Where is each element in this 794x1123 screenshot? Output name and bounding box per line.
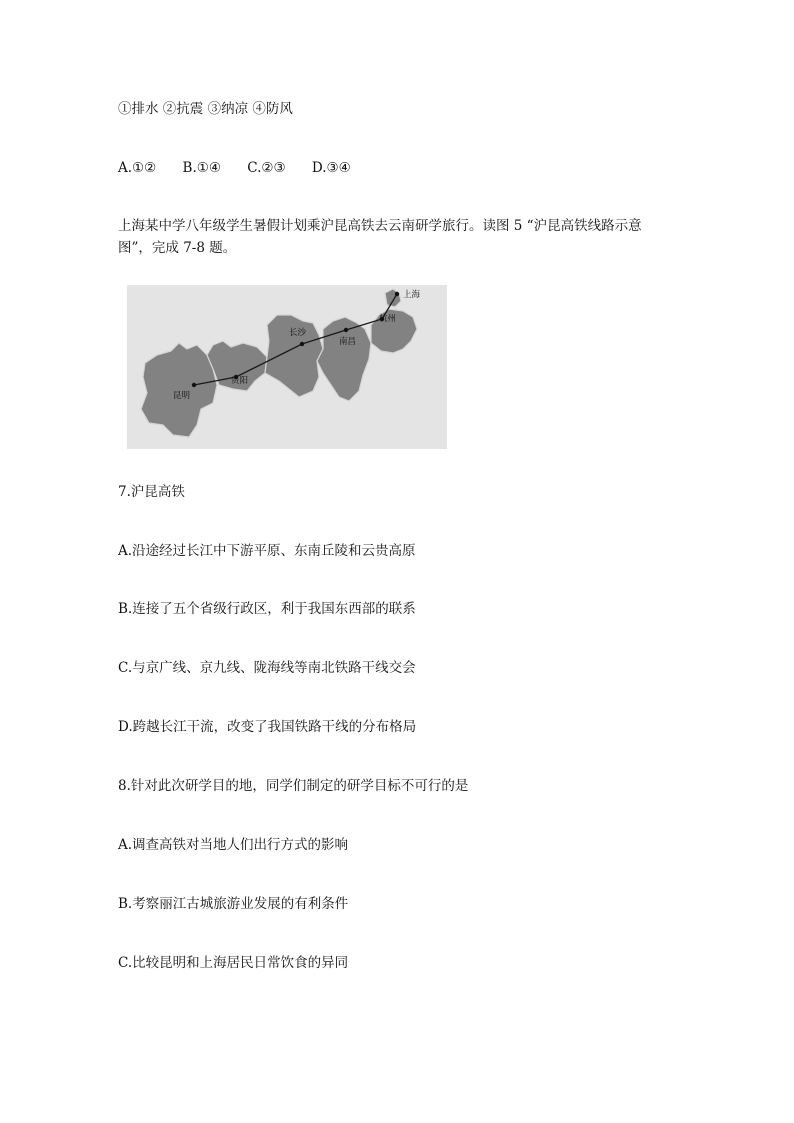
city-label-kunming: 昆明 <box>173 391 191 401</box>
intro-line-2: 图”，完成 7-8 题。 <box>118 240 237 256</box>
q7-option-b: B.连接了五个省级行政区，利于我国东西部的联系 <box>118 601 416 617</box>
city-label-nanchang: 南昌 <box>339 337 357 347</box>
city-dot-shanghai <box>395 292 399 296</box>
city-dot-changsha <box>300 342 304 346</box>
q7-option-c: C.与京广线、京九线、陇海线等南北铁路干线交会 <box>118 660 416 676</box>
q8-option-b: B.考察丽江古城旅游业发展的有利条件 <box>118 896 349 912</box>
q7-option-a: A.沿途经过长江中下游平原、东南丘陵和云贵高原 <box>118 543 416 559</box>
q8-option-a: A.调查高铁对当地人们出行方式的影响 <box>118 837 349 853</box>
q8-option-c: C.比较昆明和上海居民日常饮食的异同 <box>118 955 349 971</box>
city-dot-kunming <box>192 383 196 387</box>
q6-option-b: B.①④ <box>182 160 221 176</box>
intro-line-1: 上海某中学八年级学生暑假计划乘沪昆高铁去云南研学旅行。读图 5 “沪昆高铁线路示意 <box>118 218 642 234</box>
city-dot-nanchang <box>344 328 348 332</box>
q6-option-a: A.①② <box>118 160 157 176</box>
city-label-hangzhou: 杭州 <box>379 314 397 324</box>
city-label-changsha: 长沙 <box>289 328 307 338</box>
q6-items: ①排水 ②抗震 ③纳凉 ④防风 <box>118 101 293 117</box>
q6-option-d: D.③④ <box>311 160 351 176</box>
city-label-guiyang: 贵阳 <box>231 376 249 386</box>
route-map <box>127 285 447 449</box>
q8-stem: 8.针对此次研学目的地，同学们制定的研学目标不可行的是 <box>118 778 469 794</box>
q6-options <box>118 158 351 178</box>
city-label-shanghai: 上海 <box>403 290 421 300</box>
q7-option-d: D.跨越长江干流，改变了我国铁路干线的分布格局 <box>118 719 417 735</box>
q6-option-c: C.②③ <box>247 160 286 176</box>
q7-stem: 7.沪昆高铁 <box>118 484 185 500</box>
